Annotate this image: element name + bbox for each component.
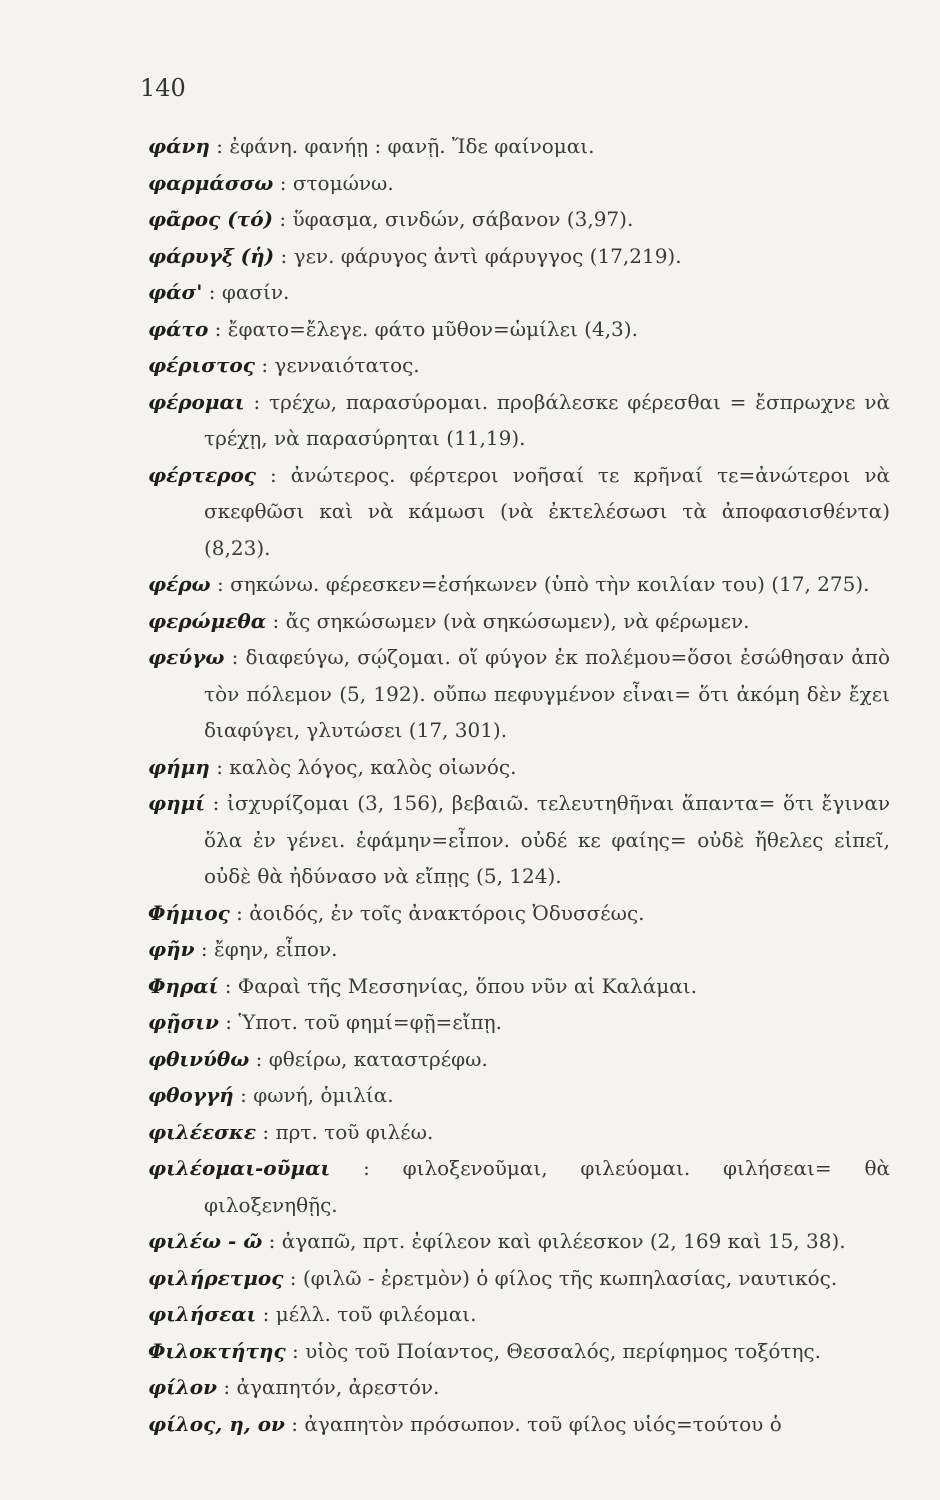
glossary-entry — [148, 785, 890, 895]
headword: φέρτερος — [148, 462, 256, 487]
glossary-entry — [148, 1223, 890, 1260]
definition: : ἀγαπῶ, πρτ. ἐφίλεον καὶ φιλέεσκον (2, 169 καὶ 15, 38). — [268, 1229, 846, 1253]
headword: Φηραί — [148, 973, 219, 998]
headword: φάτο — [148, 316, 209, 341]
headword: φιλήσεαι — [148, 1302, 257, 1326]
definition: : φθείρω, καταστρέφω. — [255, 1046, 488, 1071]
page-number: 140 — [140, 74, 186, 102]
definition: : ἄς σηκώσωμεν (νὰ σηκώσωμεν), νὰ φέρωμεν. — [272, 608, 750, 633]
definition: : ἀγαπητόν, ἀρεστόν. — [223, 1375, 440, 1399]
glossary-entry — [148, 566, 890, 603]
glossary-entry — [148, 1260, 890, 1297]
definition: : ἀγαπητὸν πρόσωπον. τοῦ φίλος υἱός=τούτου ὁ — [291, 1411, 782, 1436]
glossary-entry — [148, 457, 890, 567]
headword: φεύγω — [148, 645, 225, 669]
definition: : σηκώνω. φέρεσκεν=ἐσήκωνεν (ὑπὸ τὴν κοιλίαν του) (17, 275). — [216, 572, 870, 596]
headword: φιλέεσκε — [148, 1119, 257, 1144]
definition: : ἀνώτερος. φέρτεροι νοῆσαί τε κρῆναί τε=ἀνώτεροι νὰ σκεφθῶσι καὶ νὰ κάμωσι (νὰ ἐκτελέσωσι τὰ ἀποφασισθέντα) (8,23). — [204, 462, 890, 560]
definition: : φασίν. — [208, 280, 290, 304]
definition: : καλὸς λόγος, καλὸς οἰωνός. — [216, 754, 517, 779]
glossary-entry — [148, 1296, 890, 1333]
definition: : ἔφην, εἶπον. — [200, 937, 338, 961]
headword: φέρομαι — [148, 389, 245, 414]
glossary-entry — [148, 1041, 890, 1078]
headword: φίλον — [148, 1375, 218, 1399]
glossary-entry — [148, 895, 890, 932]
glossary-entry — [148, 749, 890, 786]
glossary-entry — [148, 201, 890, 238]
headword: φημί — [148, 791, 205, 815]
headword: φιλέω - ῶ — [148, 1229, 263, 1253]
glossary-entry — [148, 1004, 890, 1041]
definition: : γεν. φάρυγος ἀντὶ φάρυγγος (17,219). — [280, 243, 682, 268]
glossary-entry — [148, 931, 890, 968]
definition: : μέλλ. τοῦ φιλέομαι. — [262, 1302, 477, 1326]
glossary-entry — [148, 968, 890, 1005]
headword: φάνη — [148, 134, 210, 158]
definition: : Φαραὶ τῆς Μεσσηνίας, ὅπου νῦν αἱ Καλάμαι. — [224, 973, 697, 998]
headword: φῇσιν — [148, 1010, 219, 1034]
headword: φάσ' — [148, 280, 203, 304]
headword: φᾶρος (τό) — [148, 207, 273, 231]
definition: : φωνή, ὁμιλία. — [240, 1083, 394, 1107]
glossary-entry — [148, 1369, 890, 1406]
headword: φήμη — [148, 754, 210, 779]
glossary-entry — [148, 311, 890, 348]
definition: : πρτ. τοῦ φιλέω. — [262, 1119, 434, 1144]
glossary-entry — [148, 1114, 890, 1151]
definition: : ἐφάνη. φανήῃ : φανῇ. Ἴδε φαίνομαι. — [216, 134, 595, 158]
definition: : ἀοιδός, ἐν τοῖς ἀνακτόροις Ὀδυσσέως. — [236, 900, 645, 925]
glossary-entry — [148, 1077, 890, 1114]
headword: φάρυγξ (ἡ) — [148, 243, 275, 268]
glossary — [148, 128, 890, 1442]
headword: φερώμεθα — [148, 608, 267, 633]
glossary-entry — [148, 384, 890, 457]
glossary-entry — [148, 1150, 890, 1223]
glossary-entry — [148, 274, 890, 311]
definition: : υἱὸς τοῦ Ποίαντος, Θεσσαλός, περίφημος τοξότης. — [292, 1338, 821, 1363]
glossary-entry — [148, 1406, 890, 1443]
headword: φέριστος — [148, 353, 255, 377]
headword: φθινύθω — [148, 1046, 250, 1071]
headword: φαρμάσσω — [148, 170, 274, 195]
glossary-entry — [148, 165, 890, 202]
glossary-entry — [148, 238, 890, 275]
glossary-entry — [148, 347, 890, 384]
glossary-entry — [148, 128, 890, 165]
glossary-entry — [148, 639, 890, 749]
headword: φῆν — [148, 937, 195, 961]
headword: Φήμιος — [148, 900, 230, 925]
headword: φιλέομαι-οῦμαι — [148, 1156, 331, 1180]
definition: : ἔφατο=ἔλεγε. φάτο μῦθον=ὡμίλει (4,3). — [214, 316, 638, 341]
definition: : φιλοξενοῦμαι, φιλεύομαι. φιλήσεαι= θὰ φιλοξενηθῇς. — [204, 1156, 891, 1217]
headword: φθογγή — [148, 1083, 234, 1107]
headword: φιλήρετμος — [148, 1265, 284, 1290]
glossary-entry — [148, 1333, 890, 1370]
definition: : Ὑποτ. τοῦ φημί=φῇ=εἴπῃ. — [225, 1010, 503, 1034]
definition: : (φιλῶ - ἐρετμὸν) ὁ φίλος τῆς κωπηλασίας, ναυτικός. — [289, 1265, 838, 1290]
definition: : στομώνω. — [279, 170, 394, 195]
definition: : γενναιότατος. — [261, 353, 420, 377]
definition: : ἰσχυρίζομαι (3, 156), βεβαιῶ. τελευτηθῆναι ἅπαντα= ὅτι ἔγιναν ὅλα ἐν γένει. ἐφάμην=εἶπον. οὐδέ κε φαίης= οὐδὲ ἤθελες εἰπεῖ, οὐδὲ θὰ ἠδύνασο νὰ εἴπῃς (5, 124). — [204, 791, 890, 888]
headword: Φιλοκτήτης — [148, 1338, 286, 1363]
definition: : διαφεύγω, σῴζομαι. οἵ φύγον ἐκ πολέμου=ὅσοι ἐσώθησαν ἀπὸ τὸν πόλεμον (5, 192). οὔπω πεφυγμένον εἶναι= ὅτι ἀκόμη δὲν ἔχει διαφύγει, γλυτώσει (17, 301). — [204, 645, 890, 742]
headword: φέρω — [148, 572, 211, 596]
definition: : ὕφασμα, σινδών, σάβανον (3,97). — [279, 207, 634, 231]
glossary-entry — [148, 603, 890, 640]
definition: : τρέχω, παρασύρομαι. προβάλεσκε φέρεσθαι = ἔσπρωχνε νὰ τρέχῃ, νὰ παρασύρηται (11,19). — [204, 389, 890, 450]
headword: φίλος, η, ον — [148, 1411, 285, 1436]
